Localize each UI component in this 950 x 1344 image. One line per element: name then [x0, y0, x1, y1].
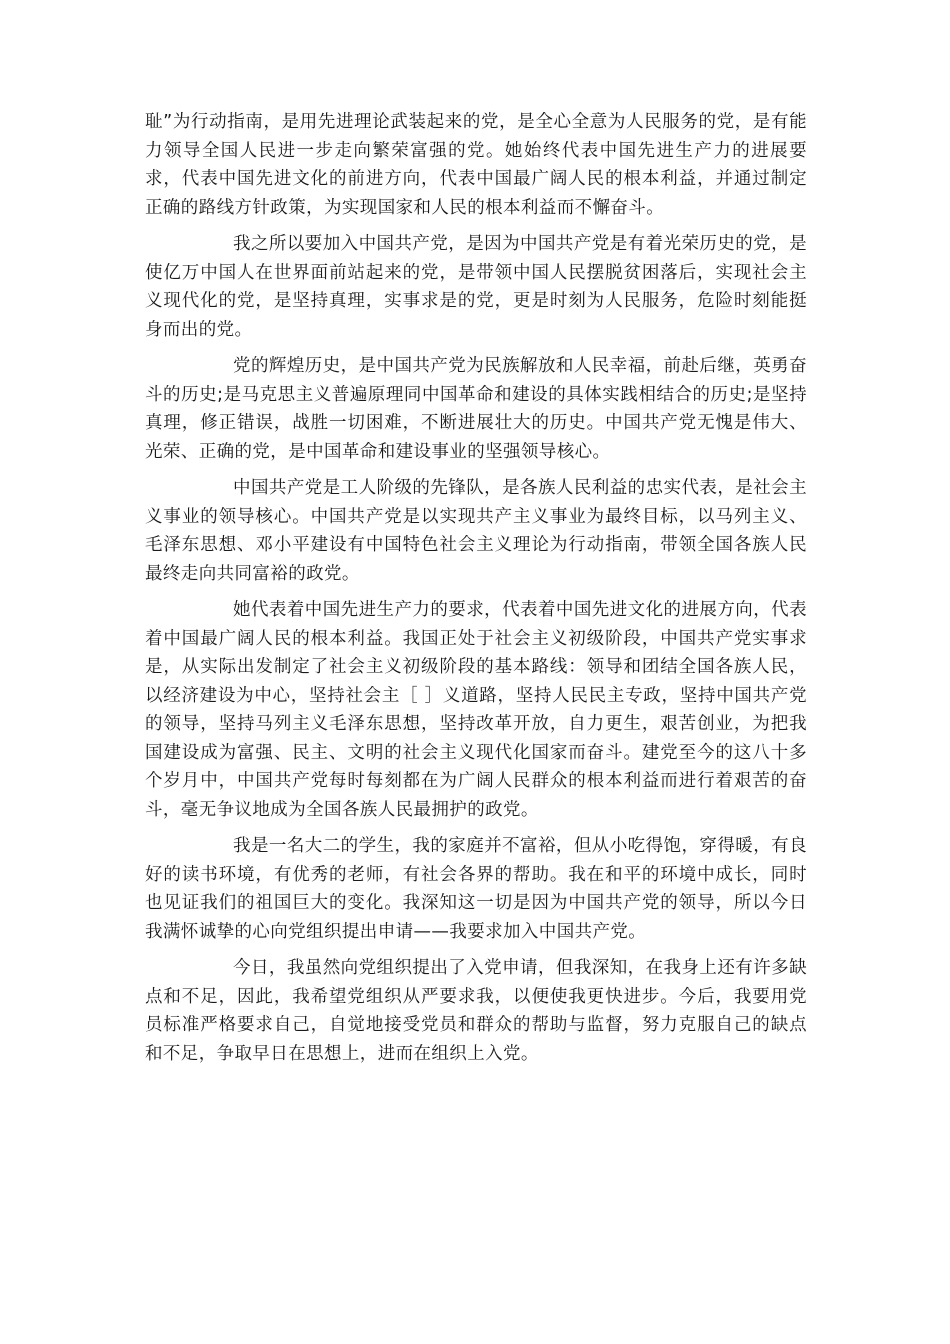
- paragraph-personal-background: 我是一名大二的学生，我的家庭并不富裕，但从小吃得饱，穿得暖，有良好的读书环境，有优秀的老师，有社会各界的帮助。我在和平的环境中成长，同时也见证我们的祖国巨大的变化。我深知这一切是因为中国共产党的领导，所以今日我满怀诚挚的心向党组织提出申请——我要求加入中国共产党。: [145, 836, 807, 942]
- paragraph-continuation: 耻”为行动指南，是用先进理论武装起来的党，是全心全意为人民服务的党，是有能力领导全国人民进一步走向繁荣富强的党。她始终代表中国先进生产力的进展要求，代表中国先进文化的前进方向，代表中国最广阔人民的根本利益，并通过制定正确的路线方针政策，为实现国家和人民的根本利益而不懈奋斗。: [145, 112, 807, 218]
- paragraph-basic-line: 她代表着中国先进生产力的要求，代表着中国先进文化的进展方向，代表着中国最广阔人民的根本利益。我国正处于社会主义初级阶段，中国共产党实事求是，从实际出发制定了社会主义初级阶段的基本路线：领导和团结全国各族人民，以经济建设为中心，坚持社会主［ ］义道路，坚持人民民主专政，坚持中国共产党的领导，坚持马列主义毛泽东思想，坚持改革开放，自力更生，艰苦创业，为把我国建设成为富强、民主、文明的社会主义现代化国家而奋斗。建党至今的这八十多个岁月中，中国共产党每时每刻都在为广阔人民群众的根本利益而进行着艰苦的奋斗，毫无争议地成为全国各族人民最拥护的政党。: [145, 600, 807, 820]
- document-body: [145, 108, 807, 1076]
- paragraph-commitment: 今日，我虽然向党组织提出了入党申请，但我深知，在我身上还有许多缺点和不足，因此，我希望党组织从严要求我，以便使我更快进步。今后，我要用党员标准严格要求自己，自觉地接受党员和群众的帮助与监督，努力克服自己的缺点和不足，争取早日在思想上，进而在组织上入党。: [145, 958, 807, 1064]
- paragraph-party-nature: 中国共产党是工人阶级的先锋队，是各族人民利益的忠实代表，是社会主义事业的领导核心。中国共产党是以实现共产主义事业为最终目标，以马列主义、毛泽东思想、邓小平建设有中国特色社会主义理论为行动指南，带领全国各族人民最终走向共同富裕的政党。: [145, 478, 807, 584]
- paragraph-party-history: 党的辉煌历史，是中国共产党为民族解放和人民幸福，前赴后继，英勇奋斗的历史;是马克思主义普遍原理同中国革命和建设的具体实践相结合的历史;是坚持真理，修正错误，战胜一切困难，不断进展壮大的历史。中国共产党无愧是伟大、光荣、正确的党，是中国革命和建设事业的坚强领导核心。: [145, 356, 807, 462]
- paragraph-reason-to-join: 我之所以要加入中国共产党，是因为中国共产党是有着光荣历史的党，是使亿万中国人在世界面前站起来的党，是带领中国人民摆脱贫困落后，实现社会主义现代化的党，是坚持真理，实事求是的党，更是时刻为人民服务，危险时刻能挺身而出的党。: [145, 234, 807, 340]
